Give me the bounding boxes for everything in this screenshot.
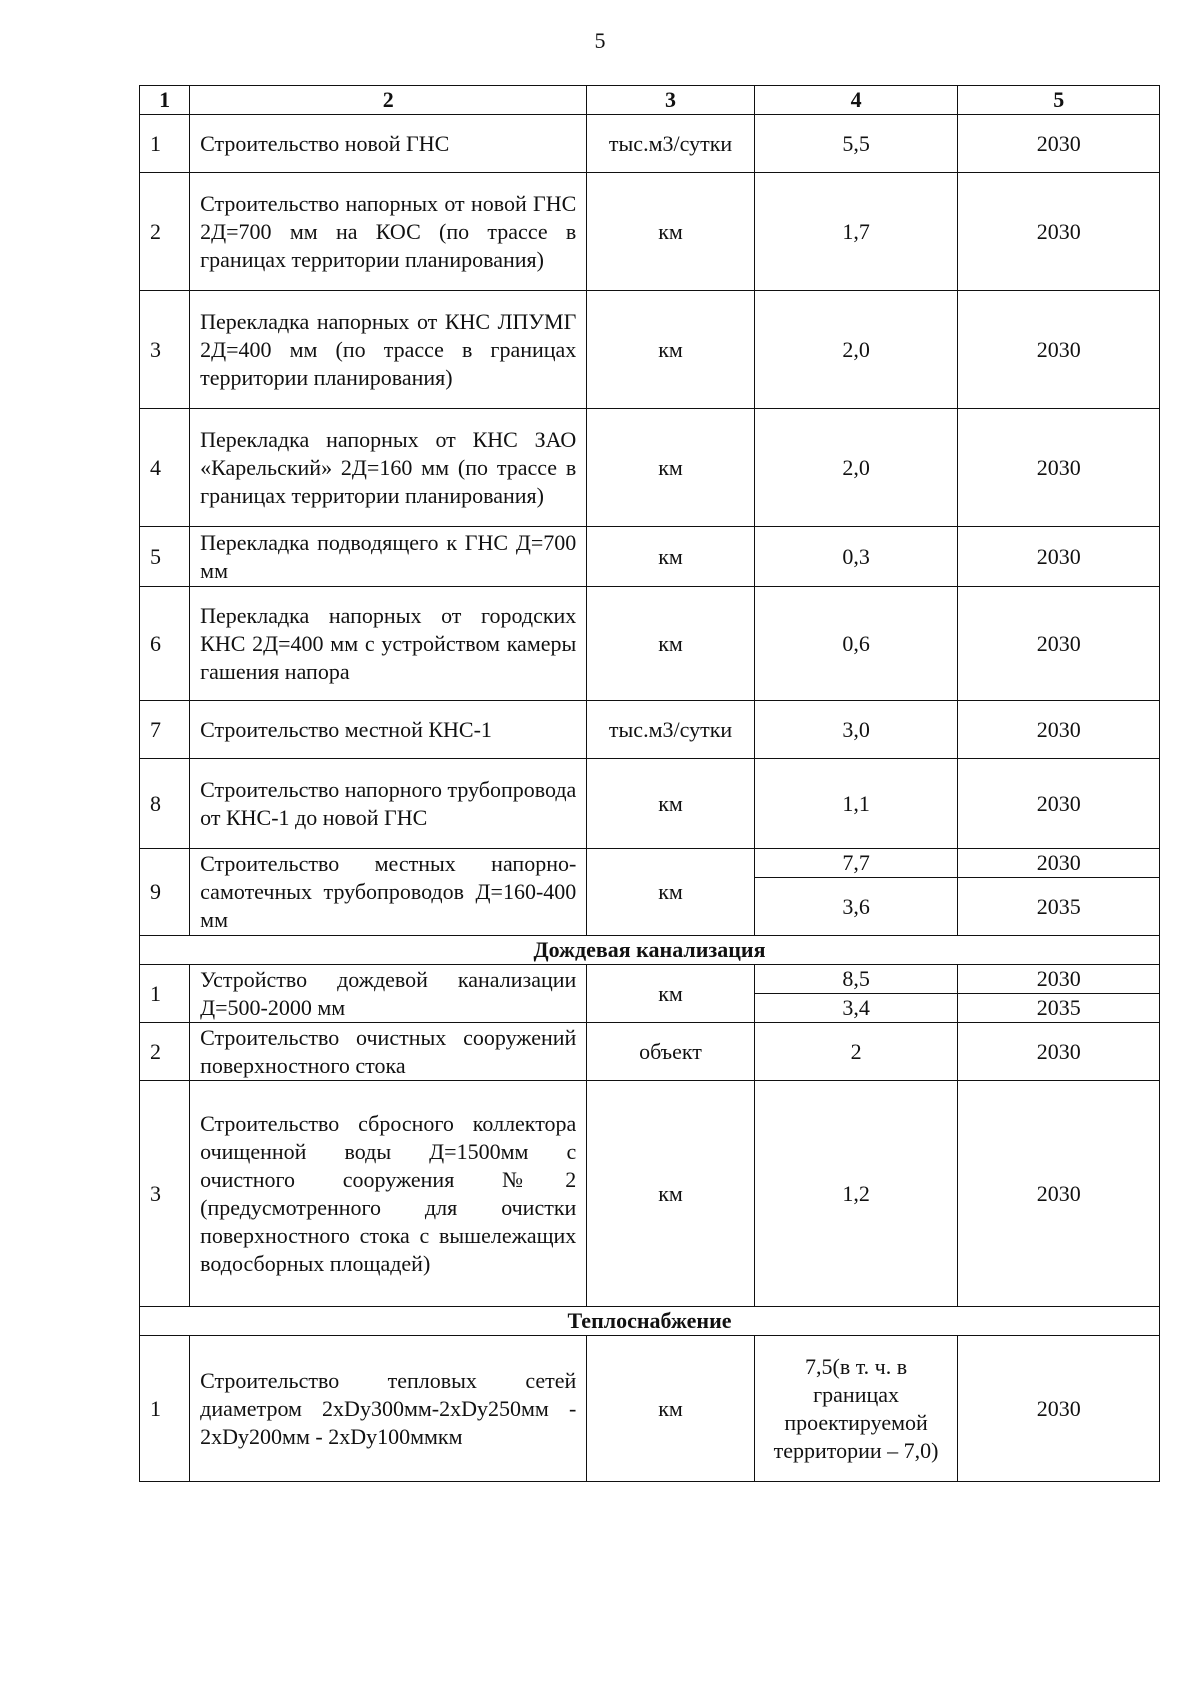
table-row <box>140 701 1160 759</box>
table-row <box>140 1023 1160 1081</box>
section-heading-row <box>140 936 1160 965</box>
row-number: 2 <box>140 173 190 291</box>
table-row <box>140 115 1160 173</box>
row-value: 0,6 <box>754 587 958 701</box>
row-year: 2030 <box>958 587 1160 701</box>
table-row <box>140 409 1160 527</box>
row-unit: км <box>587 587 754 701</box>
section-title-rain: Дождевая канализация <box>140 936 1160 965</box>
row-number: 9 <box>140 849 190 936</box>
row-number: 3 <box>140 1081 190 1307</box>
row-year-split <box>958 965 1160 1023</box>
row-unit: объект <box>587 1023 754 1081</box>
table-row <box>140 527 1160 587</box>
row-unit: км <box>587 1081 754 1307</box>
row-value: 1,1 <box>754 759 958 849</box>
table-row <box>140 291 1160 409</box>
header-col-5: 5 <box>958 86 1160 115</box>
row-year: 2030 <box>958 291 1160 409</box>
section-title-heat: Теплоснабжение <box>140 1307 1160 1336</box>
row-value: 7,5(в т. ч. в границах проектируемой территории – 7,0) <box>754 1336 958 1482</box>
table-row <box>140 849 1160 936</box>
row-value-a: 8,5 <box>842 966 870 991</box>
row-number: 1 <box>140 115 190 173</box>
row-description: Строительство местных напорно-самотечных трубопроводов Д=160-400 мм <box>190 849 587 936</box>
row-year: 2030 <box>958 701 1160 759</box>
row-year: 2030 <box>958 759 1160 849</box>
row-description: Перекладка напорных от городских КНС 2Д=400 мм с устройством камеры гашения напора <box>190 587 587 701</box>
header-col-4: 4 <box>754 86 958 115</box>
row-unit: тыс.м3/сутки <box>587 701 754 759</box>
row-number: 4 <box>140 409 190 527</box>
row-number: 2 <box>140 1023 190 1081</box>
row-value-split <box>754 849 958 936</box>
row-unit: км <box>587 759 754 849</box>
row-description: Перекладка напорных от КНС ЛПУМГ 2Д=400 мм (по трассе в границах территории планирования) <box>190 291 587 409</box>
row-year-a: 2030 <box>1036 850 1081 875</box>
section-heading-row <box>140 1307 1160 1336</box>
row-description: Перекладка напорных от КНС ЗАО «Карельский» 2Д=160 мм (по трассе в границах территории планирования) <box>190 409 587 527</box>
row-year: 2030 <box>958 1081 1160 1307</box>
row-year: 2030 <box>958 409 1160 527</box>
table-row <box>140 587 1160 701</box>
row-year-a: 2030 <box>1036 966 1081 991</box>
table-row <box>140 965 1160 1023</box>
row-value-b: 3,6 <box>755 877 958 935</box>
row-value: 2,0 <box>754 409 958 527</box>
row-number: 5 <box>140 527 190 587</box>
row-number: 6 <box>140 587 190 701</box>
row-value: 1,2 <box>754 1081 958 1307</box>
row-description: Строительство напорного трубопровода от КНС-1 до новой ГНС <box>190 759 587 849</box>
row-description: Строительство сбросного коллектора очищенной воды Д=1500мм с очистного сооружения №2 (предусмотренного для очистки поверхностного стока с вышележащих водосборных площадей) <box>190 1081 587 1307</box>
row-value: 2 <box>754 1023 958 1081</box>
row-year: 2030 <box>958 1023 1160 1081</box>
row-value: 2,0 <box>754 291 958 409</box>
row-value: 1,7 <box>754 173 958 291</box>
row-value: 5,5 <box>754 115 958 173</box>
row-description: Строительство тепловых сетей диаметром 2хDу300мм-2хDу250мм - 2хDу200мм - 2хDу100ммкм <box>190 1336 587 1482</box>
row-year: 2030 <box>958 1336 1160 1482</box>
row-description: Перекладка подводящего к ГНС Д=700 мм <box>190 527 587 587</box>
row-description: Строительство напорных от новой ГНС 2Д=700 мм на КОС (по трассе в границах территории планирования) <box>190 173 587 291</box>
row-unit: км <box>587 173 754 291</box>
row-unit: км <box>587 409 754 527</box>
table-row <box>140 759 1160 849</box>
row-unit: тыс.м3/сутки <box>587 115 754 173</box>
row-number: 8 <box>140 759 190 849</box>
row-value: 3,0 <box>754 701 958 759</box>
row-description: Строительство местной КНС-1 <box>190 701 587 759</box>
row-unit: км <box>587 527 754 587</box>
row-number: 1 <box>140 965 190 1023</box>
row-unit: км <box>587 849 754 936</box>
row-value-a: 7,7 <box>842 850 870 875</box>
row-unit: км <box>587 1336 754 1482</box>
row-year-b: 2035 <box>958 877 1159 935</box>
table-row <box>140 173 1160 291</box>
row-number: 7 <box>140 701 190 759</box>
row-year: 2030 <box>958 173 1160 291</box>
row-year-b: 2035 <box>958 993 1159 1022</box>
row-unit: км <box>587 291 754 409</box>
row-description: Строительство очистных сооружений поверхностного стока <box>190 1023 587 1081</box>
row-number: 1 <box>140 1336 190 1482</box>
row-number: 3 <box>140 291 190 409</box>
table-row <box>140 1081 1160 1307</box>
row-year-split <box>958 849 1160 936</box>
header-col-3: 3 <box>587 86 754 115</box>
row-value-split <box>754 965 958 1023</box>
table-header-row <box>140 86 1160 115</box>
row-description: Устройство дождевой канализации Д=500-2000 мм <box>190 965 587 1023</box>
page-number: 5 <box>594 28 606 53</box>
header-col-2: 2 <box>190 86 587 115</box>
row-unit: км <box>587 965 754 1023</box>
row-year: 2030 <box>958 527 1160 587</box>
table-row <box>140 1336 1160 1482</box>
works-table <box>139 85 1160 1482</box>
row-value-b: 3,4 <box>755 993 958 1022</box>
row-value: 0,3 <box>754 527 958 587</box>
header-col-1: 1 <box>140 86 190 115</box>
row-year: 2030 <box>958 115 1160 173</box>
row-description: Строительство новой ГНС <box>190 115 587 173</box>
